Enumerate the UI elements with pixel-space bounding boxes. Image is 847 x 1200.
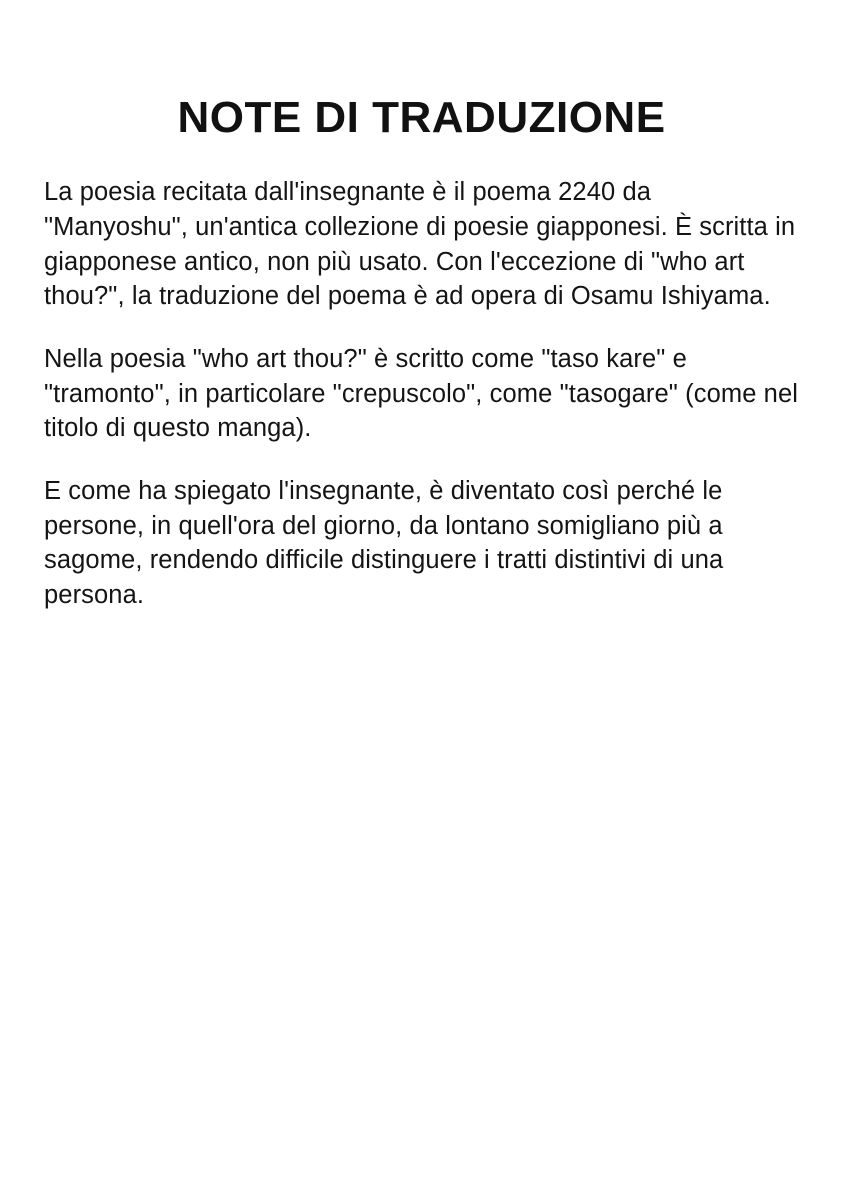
notes-body — [44, 175, 799, 612]
page-title: NOTE DI TRADUZIONE — [177, 93, 666, 142]
note-paragraph: La poesia recitata dall'insegnante è il poema 2240 da "Manyoshu", un'antica collezione di poesie giapponesi. È scritta in giapponese antico, non più usato. Con l'eccezione di "who art thou?", la traduzione del poema è ad opera di Osamu Ishiyama. — [44, 178, 796, 311]
note-paragraph: Nella poesia "who art thou?" è scritto come "taso kare" e "tramonto", in particolare "crepuscolo", come "tasogare" (come nel titolo di questo manga). — [44, 344, 798, 443]
note-paragraph: E come ha spiegato l'insegnante, è diventato così perché le persone, in quell'ora del giorno, da lontano somigliano più a sagome, rendendo difficile distinguere i tratti distintivi di una persona. — [44, 476, 724, 609]
